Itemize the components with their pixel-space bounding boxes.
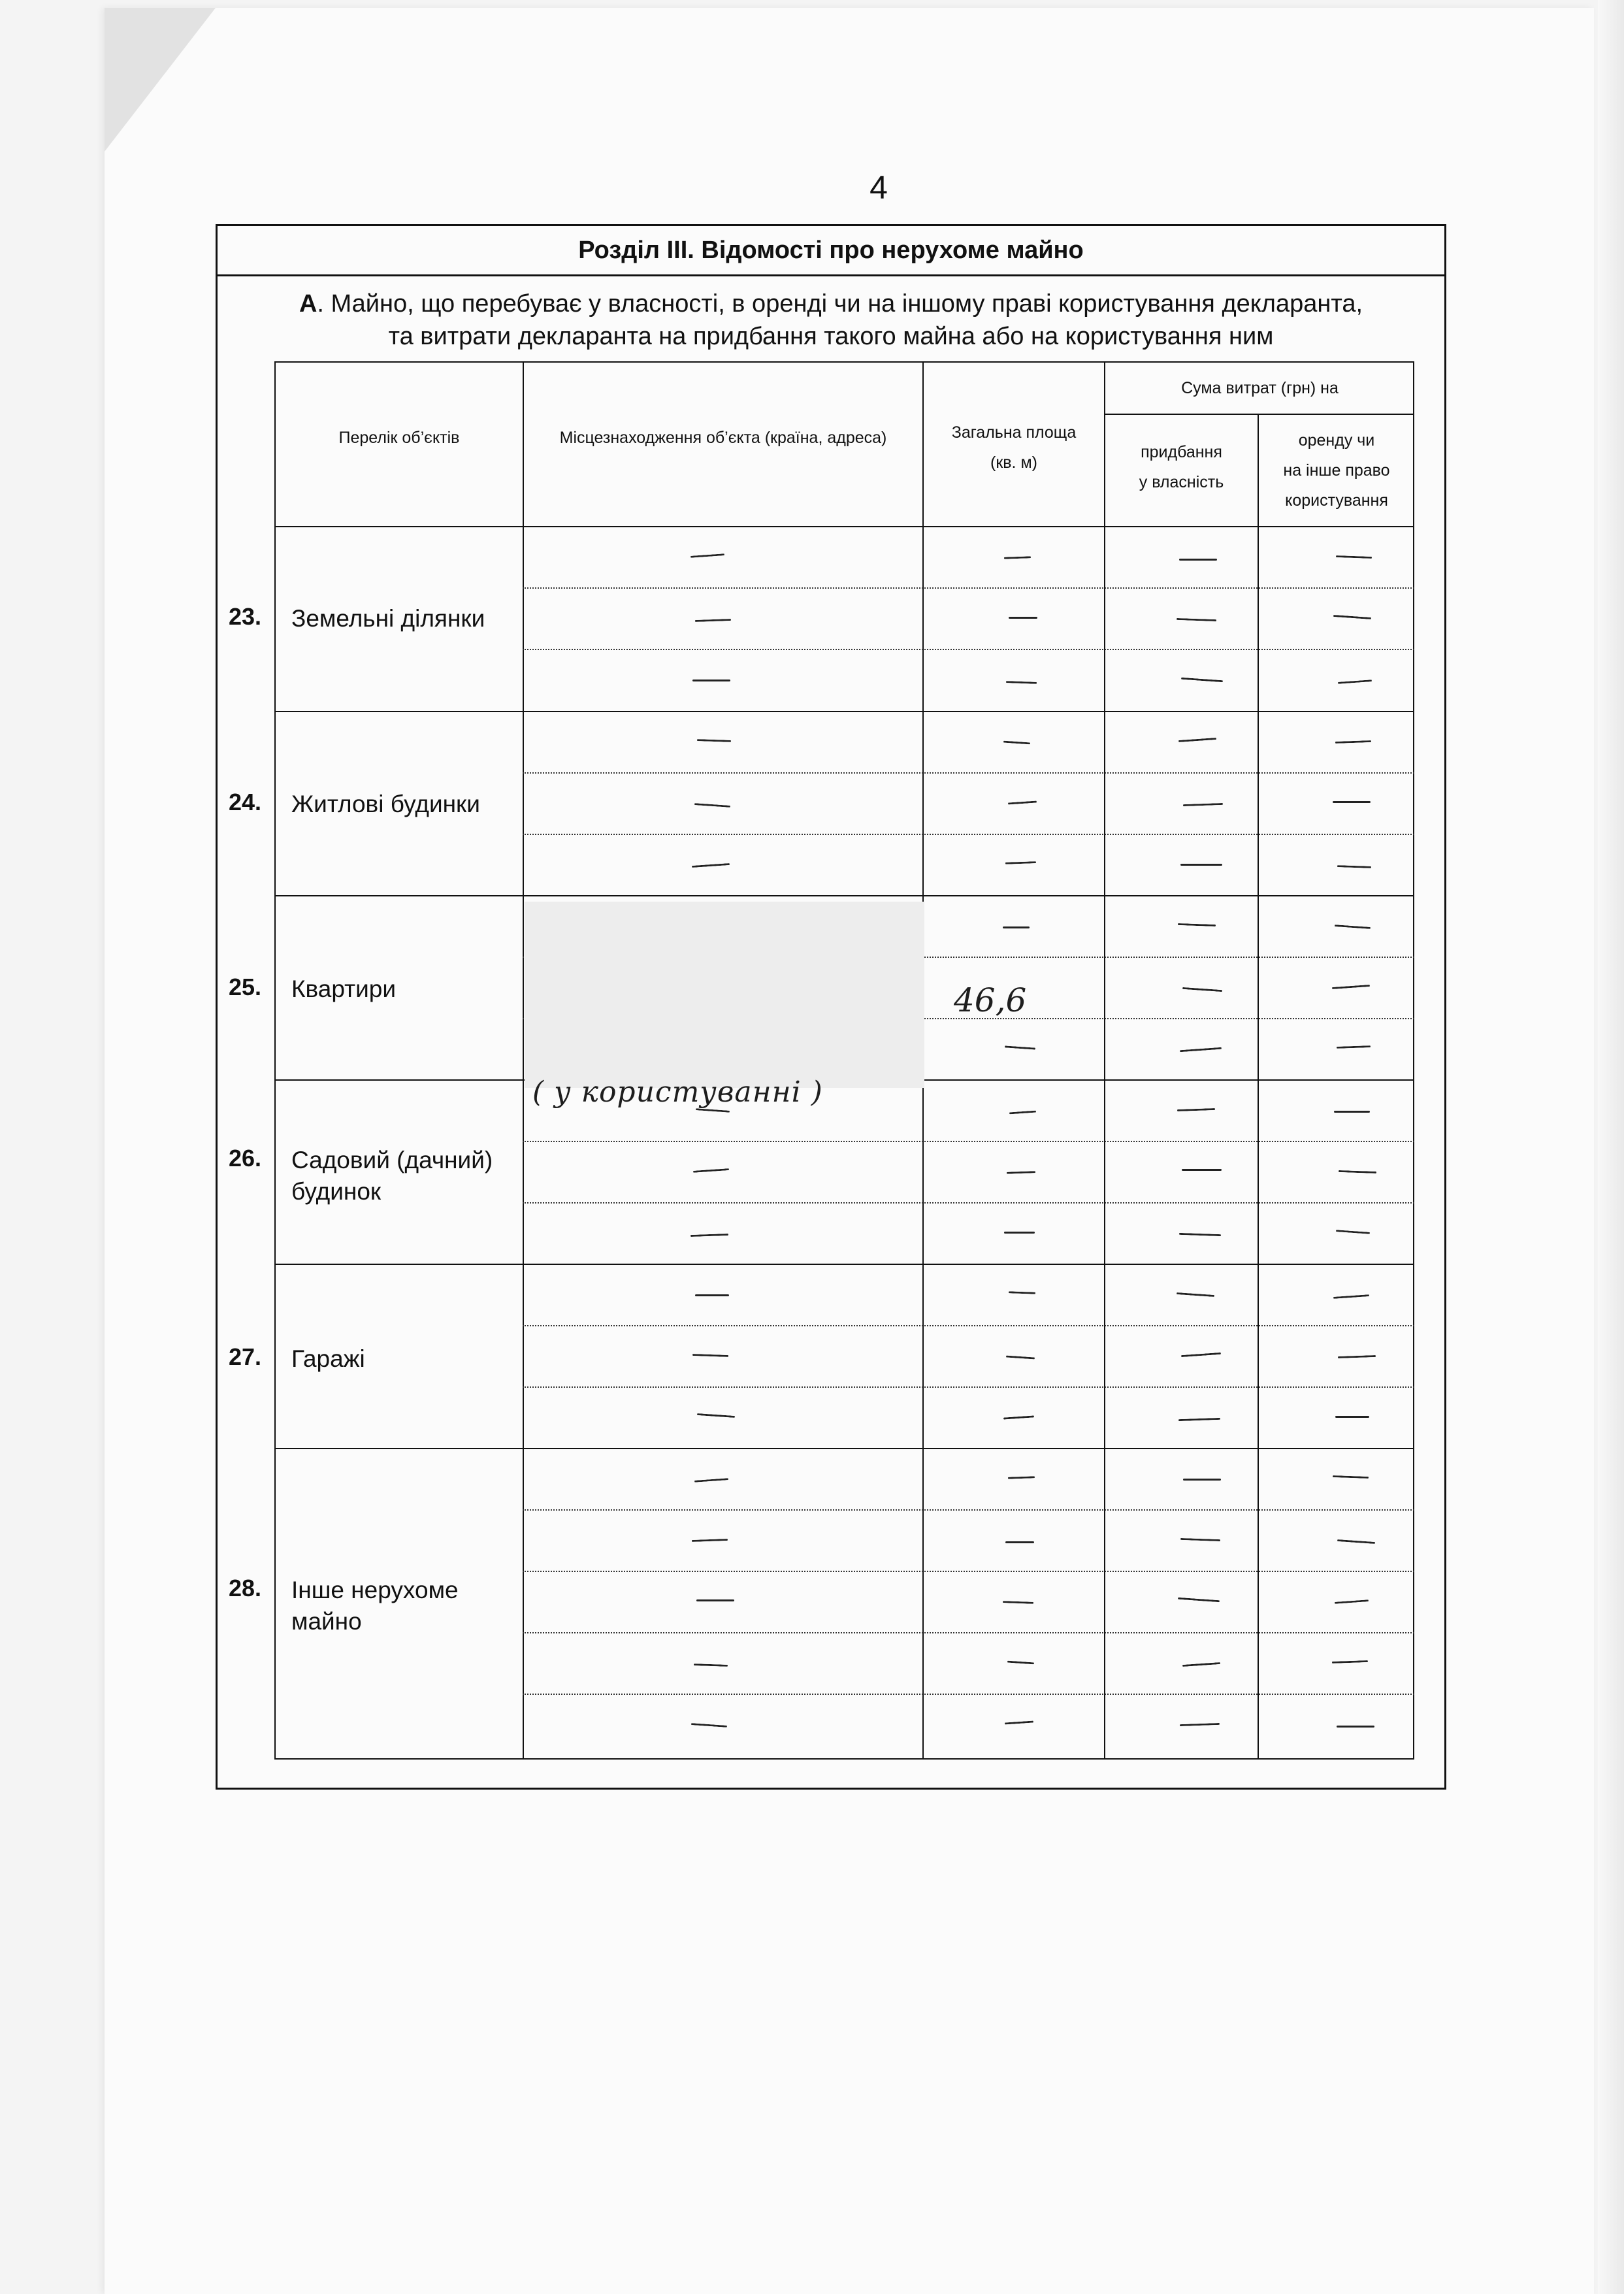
section-subtitle: [216, 287, 1446, 353]
empty-cell-dash: [1182, 1169, 1222, 1171]
empty-cell-dash: [1180, 864, 1222, 866]
column-divider: [1258, 414, 1259, 1760]
row-name-apartments: Квартири: [291, 975, 396, 1002]
empty-cell-dash: [1003, 926, 1030, 928]
empty-cell-dash: [1183, 1479, 1221, 1481]
header-purchase-line-2: у власність: [1139, 473, 1224, 491]
sub-row-line: [523, 649, 1414, 650]
header-lease: [1259, 418, 1414, 523]
header-area: [924, 412, 1104, 483]
header-area-line-1: Загальна площа: [951, 423, 1077, 442]
subtitle-line-1-text: . Майно, що перебуває у власності, в оренді чи на іншому праві користування декларанта,: [317, 290, 1363, 318]
empty-cell-dash: [1009, 617, 1037, 619]
header-lease-line-3: користування: [1285, 491, 1388, 510]
sub-row-line: [523, 1509, 1414, 1511]
empty-cell-dash: [1179, 559, 1217, 561]
row-name-land: Земельні ділянки: [291, 605, 485, 632]
row-number: 25.: [229, 974, 262, 1000]
sub-row-line: [523, 1448, 1414, 1449]
header-bottom-line: [274, 526, 1414, 527]
header-subdivider: [1104, 414, 1414, 415]
section-title: Розділ III. Відомості про нерухоме майно: [216, 224, 1446, 276]
header-purchase: [1105, 431, 1258, 503]
row-name-other-property: Інше нерухоме майно: [291, 1577, 459, 1635]
sub-row-line: [523, 772, 1414, 774]
sub-row-line: [523, 1632, 1414, 1633]
row-name-garages: Гаражі: [291, 1345, 365, 1372]
row-number: 28.: [229, 1575, 262, 1601]
handwritten-area-value: 46,6: [954, 981, 1027, 1019]
sub-row-line: [523, 1202, 1414, 1204]
row-separator: [274, 1448, 523, 1449]
sub-row-line: [523, 587, 1414, 589]
sub-row-line: [523, 1141, 1414, 1142]
empty-cell-dash: [692, 680, 730, 681]
row-separator: [274, 711, 523, 712]
sub-row-line: [523, 1694, 1414, 1695]
sub-row-line: [523, 895, 1414, 896]
empty-cell-dash: [695, 1294, 729, 1296]
header-lease-line-2: на інше право: [1283, 461, 1390, 480]
sub-row-line: [523, 1386, 1414, 1388]
header-objects: Перелік об’єктів: [338, 429, 460, 447]
subtitle-letter: А: [299, 290, 317, 318]
sub-row-line: [523, 1571, 1414, 1572]
empty-cell-dash: [1335, 1416, 1369, 1418]
row-separator: [274, 1079, 523, 1081]
subtitle-line-2: та витрати декларанта на придбання такого майна або на користування ним: [388, 323, 1274, 350]
folded-corner: [105, 8, 216, 152]
page-edge: [1598, 0, 1624, 2294]
row-number: 23.: [229, 603, 262, 630]
row-separator: [274, 895, 523, 896]
header-area-line-2: (кв. м): [990, 453, 1037, 472]
handwritten-usage-note: ( у користуванні ): [532, 1075, 823, 1109]
sub-row-line: [523, 1325, 1414, 1326]
row-name-country-house: Садовий (дачний) будинок: [291, 1147, 493, 1205]
empty-cell-dash: [1334, 1111, 1370, 1113]
row-number: 24.: [229, 789, 262, 815]
row-name-houses: Житлові будинки: [291, 791, 480, 817]
empty-cell-dash: [1004, 1232, 1035, 1234]
empty-cell-dash: [1333, 801, 1371, 803]
row-number: 27.: [229, 1343, 262, 1370]
header-purchase-line-1: придбання: [1141, 443, 1222, 461]
page-number: 4: [869, 169, 888, 206]
empty-cell-dash: [696, 1599, 734, 1601]
redacted-address: [525, 902, 924, 1088]
header-lease-line-1: оренду чи: [1298, 431, 1375, 450]
sub-row-line: [523, 834, 1414, 835]
row-separator: [274, 1264, 523, 1265]
header-location: Місцезнаходження об’єкта (країна, адреса): [559, 429, 887, 447]
column-divider: [523, 361, 524, 1760]
row-number: 26.: [229, 1145, 262, 1172]
header-expenses: Сума витрат (грн) на: [1181, 379, 1339, 397]
column-divider: [1104, 361, 1105, 1760]
empty-cell-dash: [1337, 1726, 1374, 1728]
subtitle-line-1: [216, 287, 1446, 320]
sub-row-line: [523, 1264, 1414, 1265]
sub-row-line: [523, 711, 1414, 712]
empty-cell-dash: [1005, 1541, 1034, 1543]
